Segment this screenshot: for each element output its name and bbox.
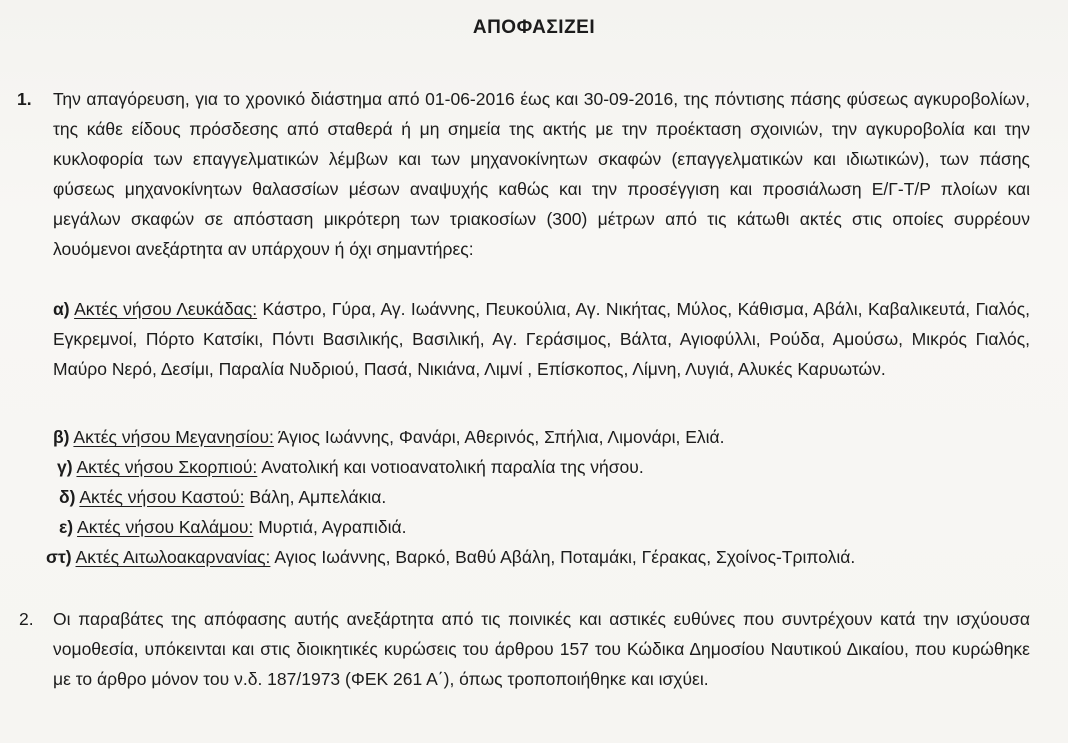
document-heading: ΑΠΟΦΑΣΙΖΕΙ [472,17,596,38]
subitem-c [57,452,644,482]
item-2-text: Οι παραβάτες της απόφασης αυτής ανεξάρτητα από τις ποινικές και αστικές ευθύνες που συντρέχουν κατά την ισχύουσα νομοθεσία, υπόκεινται και στις διοικητικές κυρώσεις του άρθρου 157 του Κώδικα Δημοσίου Ναυτικού Δικαίου, που κυρώθηκε με το άρθρο μόνον του ν.δ. 187/1973 (ΦΕΚ 261 Α΄), όπως τροποποιήθηκε και ισχύει. [53,609,1030,689]
subitem-a [53,294,1030,384]
subitem-st [46,542,855,572]
subitem-a-heading: Ακτές νήσου Λευκάδας: [74,299,258,319]
subitem-b-label: β) [53,427,70,447]
item-1-number: 1. [17,89,32,109]
subitem-a-label: α) [53,299,70,319]
subitem-d [59,482,386,512]
item-1-text: Την απαγόρευση, για το χρονικό διάστημα από 01-06-2016 έως και 30-09-2016, της πόντισης πάσης φύσεως αγκυροβολίων, της κάθε είδους πρόσδεσης από σταθερά ή μη σημεία της ακτής με την προέκταση σχοινιών, την αγκυροβολία και την κυκλοφορία των επαγγελματικών λέμβων και των μηχανοκίνητων σκαφών (επαγγελματικών και ιδιωτικών), των πάσης φύσεως μηχανοκίνητων θαλασσίων μέσων αναψυχής καθώς και την προσέγγιση και προσιάλωση Ε/Γ-Τ/Ρ πλοίων και μεγάλων σκαφών σε απόσταση μικρότερη των τριακοσίων (300) μέτρων από τις κάτωθι ακτές στις οποίες συρρέουν λουόμενοι ανεξάρτητα αν υπάρχουν ή όχι σημαντήρες: [53,89,1030,259]
subitem-e-heading: Ακτές νήσου Καλάμου: [77,517,254,537]
subitem-st-heading: Ακτές Αιτωλοακαρνανίας: [75,547,271,567]
subitem-d-text: Βάλη, Αμπελάκια. [249,487,387,507]
item-2-number: 2. [19,609,34,629]
subitem-c-heading: Ακτές νήσου Σκορπιού: [76,457,258,477]
subitem-a-text: Κάστρο, Γύρα, Αγ. Ιωάννης, Πευκούλια, Αγ. Νικήτας, Μύλος, Κάθισμα, Αβάλι, Καβαλικευτά, Γιαλός, Εγκρεμνοί, Πόρτο Κατσίκι, Πόντι Βασιλικής, Βασιλική, Αγ. Γεράσιμος, Βάλτα, Αγιοφύλλι, Ρούδα, Αμούσω, Μικρός Γιαλός, Μαύρο Νερό, Δεσίμι, Παραλία Νυδριού, Πασά, Νικιάνα, Λιμνί , Επίσκοπος, Λίμνη, Λυγιά, Αλυκές Καρυωτών. [53,299,1030,379]
subitem-e-text: Μυρτιά, Αγραπιδιά. [258,517,407,537]
subitem-b-heading: Ακτές νήσου Μεγανησίου: [73,427,274,447]
subitem-st-label: στ) [46,547,72,567]
subitem-e-label: ε) [59,517,74,537]
subitem-b [53,422,725,452]
subitem-b-text: Άγιος Ιωάννης, Φανάρι, Αθερινός, Σπήλια, Λιμονάρι, Ελιά. [277,427,725,447]
subitem-d-label: δ) [59,487,76,507]
subitem-e [59,512,407,542]
subitem-c-text: Ανατολική και νοτιοανατολική παραλία της νήσου. [261,457,644,477]
subitem-d-heading: Ακτές νήσου Καστού: [79,487,245,507]
subitem-c-label: γ) [57,457,73,477]
subitem-st-text: Αγιος Ιωάννης, Βαρκό, Βαθύ Αβάλη, Ποταμάκι, Γέρακας, Σχοίνος-Τριπολιά. [274,547,856,567]
